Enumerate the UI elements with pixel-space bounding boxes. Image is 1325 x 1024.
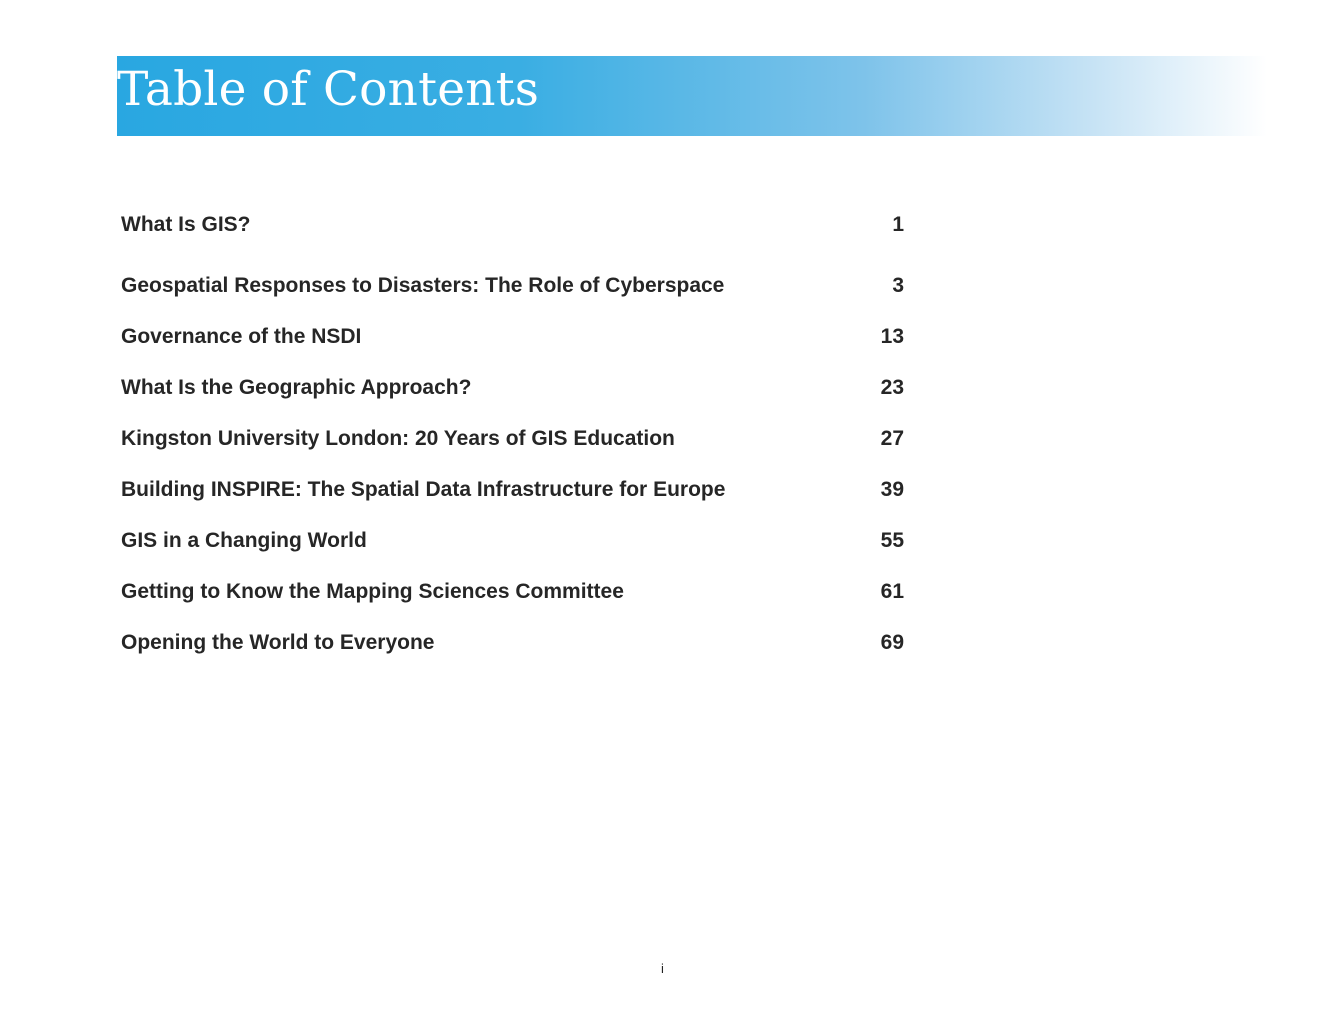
toc-entry[interactable]	[121, 515, 904, 566]
page-number: i	[661, 961, 664, 976]
toc-entry-page: 23	[880, 375, 904, 399]
toc-entry[interactable]	[121, 413, 904, 464]
toc-entry[interactable]	[121, 209, 904, 240]
toc-entry-title: What Is GIS?	[121, 212, 251, 236]
toc-entry-page: 39	[880, 477, 904, 501]
toc-entry[interactable]	[121, 362, 904, 413]
toc-entry-title: Getting to Know the Mapping Sciences Committee	[121, 579, 624, 603]
toc-entry[interactable]	[121, 464, 904, 515]
toc-entry-title: Kingston University London: 20 Years of GIS Education	[121, 426, 675, 450]
toc-entry[interactable]	[121, 617, 904, 668]
toc-entry-title: Geospatial Responses to Disasters: The Role of Cyberspace	[121, 273, 725, 297]
toc-entry-title: Building INSPIRE: The Spatial Data Infrastructure for Europe	[121, 477, 726, 501]
toc-entry-page: 1	[892, 212, 904, 236]
toc-entry-page: 55	[880, 528, 904, 552]
toc-entry-title: Governance of the NSDI	[121, 324, 362, 348]
toc-entry[interactable]	[121, 566, 904, 617]
table-of-contents	[121, 209, 904, 668]
toc-entry-page: 27	[880, 426, 904, 450]
toc-entry-page: 13	[880, 324, 904, 348]
toc-entry-title: What Is the Geographic Approach?	[121, 375, 472, 399]
toc-entry-title: Opening the World to Everyone	[121, 630, 435, 654]
toc-entry-page: 61	[880, 579, 904, 603]
toc-entry-page: 69	[880, 630, 904, 654]
toc-entry[interactable]	[121, 311, 904, 362]
title-banner	[117, 56, 1267, 136]
page-title: Table of Contents	[117, 62, 540, 117]
toc-entry[interactable]	[121, 260, 904, 311]
toc-entry-page: 3	[892, 273, 904, 297]
toc-entry-title: GIS in a Changing World	[121, 528, 367, 552]
